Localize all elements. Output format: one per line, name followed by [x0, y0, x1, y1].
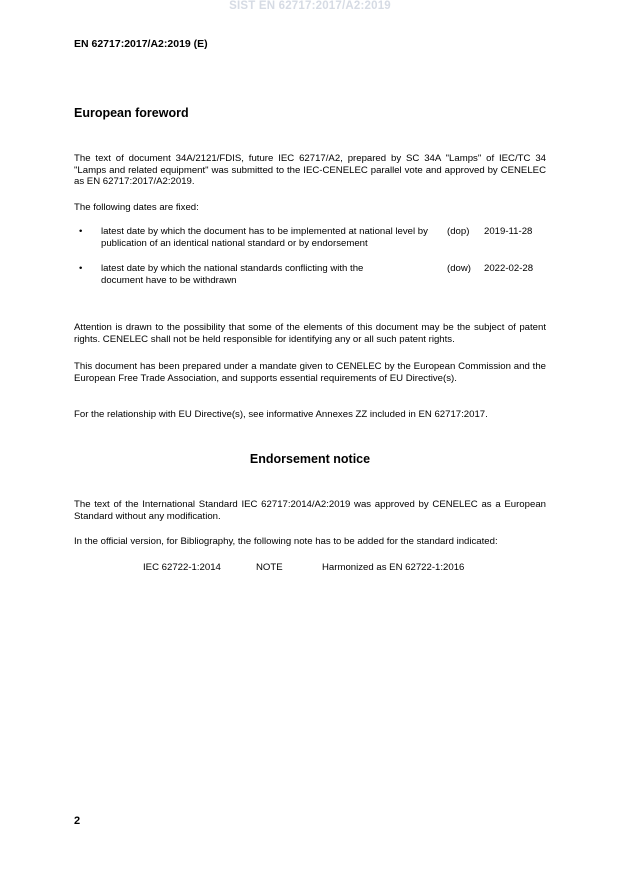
list-bullet: •: [79, 226, 83, 237]
watermark: SIST EN 62717:2017/A2:2019: [229, 0, 391, 12]
date-item-date: 2019-11-28: [484, 226, 533, 237]
mandate-paragraph: This document has been prepared under a mandate given to CENELEC by the European Commission and the European Free Trade Association, and supports essential requirements of EU Directive(s).: [74, 361, 546, 384]
attention-paragraph: Attention is drawn to the possibility that some of the elements of this document may be the subject of patent rights. CENELEC shall not be held responsible for identifying any or all such patent rights.: [74, 322, 546, 345]
endorsement-paragraph: The text of the International Standard IEC 62717:2014/A2:2019 was approved by CENELEC as a European Standard without any modification.: [74, 499, 546, 522]
dates-intro: The following dates are fixed:: [74, 202, 199, 213]
date-item-text: latest date by which the document has to be implemented at national level by publication of an identical national standard or by endorsement: [101, 226, 428, 249]
foreword-paragraph: The text of document 34A/2121/FDIS, future IEC 62717/A2, prepared by SC 34A "Lamps" of IEC/TC 34 "Lamps and related equipment" was submitted to the IEC-CENELEC parallel vote and approved by CENELEC as EN 62717:2017/A2:2019.: [74, 153, 546, 188]
endorsement-heading: Endorsement notice: [249, 452, 371, 466]
relationship-paragraph: For the relationship with EU Directive(s), see informative Annexes ZZ included in EN 62717:2017.: [74, 409, 488, 420]
note-standard: IEC 62722-1:2014: [143, 562, 221, 573]
bibliography-paragraph: In the official version, for Bibliography, the following note has to be added for the standard indicated:: [74, 536, 498, 547]
note-harmonized: Harmonized as EN 62722-1:2016: [322, 562, 465, 573]
date-item-code: (dow): [447, 263, 471, 274]
foreword-heading: European foreword: [74, 106, 189, 120]
list-bullet: •: [79, 263, 83, 274]
note-label: NOTE: [256, 562, 283, 573]
page-number: 2: [74, 815, 81, 827]
date-item-date: 2022-02-28: [484, 263, 534, 274]
document-header: EN 62717:2017/A2:2019 (E): [74, 38, 208, 50]
date-item-text: latest date by which the national standards conflicting with the document have to be withdrawn: [101, 263, 364, 286]
date-item-code: (dop): [447, 226, 470, 237]
